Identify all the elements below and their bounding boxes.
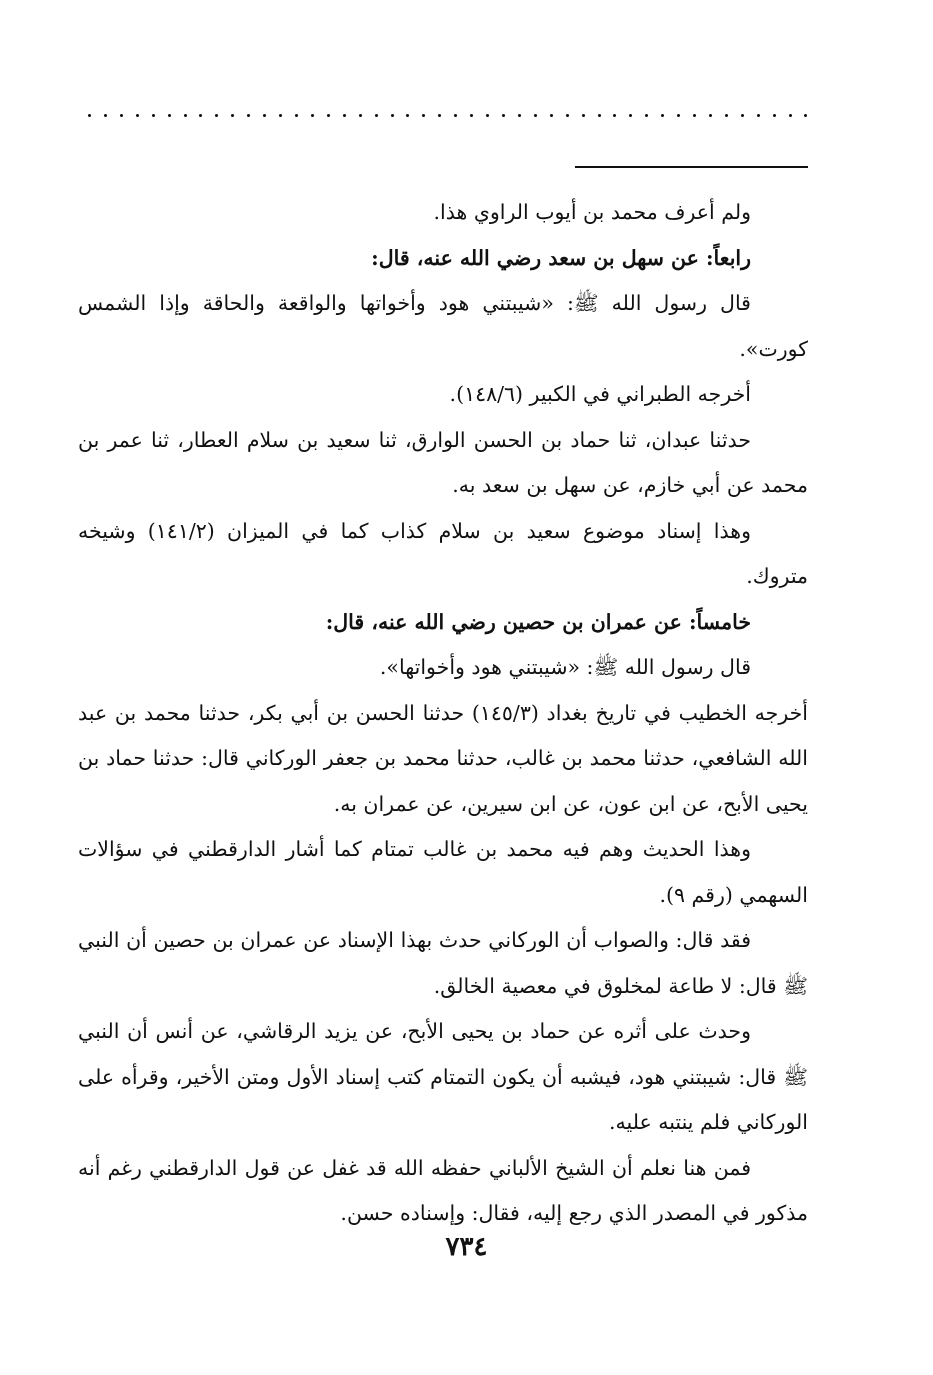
separator-dot bbox=[343, 114, 346, 117]
separator-dot bbox=[693, 114, 696, 117]
separator-dot bbox=[582, 114, 585, 117]
separator-dot bbox=[804, 114, 807, 117]
separator-dot bbox=[375, 114, 378, 117]
paragraph-9: أخرجه الخطيب في تاريخ بغداد (١٤٥/٣) حدثنا الحسن بن أبي بكر، حدثنا محمد بن عبد الله الشافعي، حدثنا محمد بن غالب، حدثنا محمد بن جعفر الوركاني قال: حدثنا حماد بن يحيى الأبح، عن ابن عون، عن ابن سيرين، عن عمران به. bbox=[78, 700, 808, 816]
heading-fourth-narration: رابعاً: عن سهل بن سعد رضي الله عنه، قال: bbox=[371, 245, 751, 270]
separator-dot bbox=[422, 114, 425, 117]
separator-dot bbox=[231, 114, 234, 117]
paragraph-3: قال رسول الله ﷺ: «شيبتني هود وأخواتها والواقعة والحاقة وإذا الشمس كورت». bbox=[78, 291, 808, 361]
paragraph-8: قال رسول الله ﷺ: «شيبتني هود وأخواتها». bbox=[379, 655, 751, 679]
page-number: ٧٣٤ bbox=[445, 1232, 488, 1262]
separator-dot bbox=[311, 114, 314, 117]
separator-dot bbox=[741, 114, 744, 117]
separator-dot bbox=[168, 114, 171, 117]
separator-dot bbox=[550, 114, 553, 117]
separator-dot bbox=[629, 114, 632, 117]
heading-fifth-narration: خامساً: عن عمران بن حصين رضي الله عنه، قال: bbox=[325, 609, 751, 634]
separator-dot bbox=[725, 114, 728, 117]
separator-dot bbox=[789, 114, 792, 117]
separator-dot bbox=[454, 114, 457, 117]
paragraph-12: وحدث على أثره عن حماد بن يحيى الأبح، عن يزيد الرقاشي، عن أنس أن النبي ﷺ قال: شيبتني هود، فيشبه أن يكون التمتام كتب إسناد الأول ومتن الأخير، وقرأه على الوركاني فلم ينتبه عليه. bbox=[78, 1019, 808, 1134]
separator-dot bbox=[661, 114, 664, 117]
separator-dot bbox=[295, 114, 298, 117]
separator-dot bbox=[184, 114, 187, 117]
separator-dot bbox=[279, 114, 282, 117]
separator-dot bbox=[406, 114, 409, 117]
separator-dot bbox=[359, 114, 362, 117]
separator-dot bbox=[613, 114, 616, 117]
separator-dot bbox=[470, 114, 473, 117]
separator-dot bbox=[645, 114, 648, 117]
separator-dot bbox=[199, 114, 202, 117]
separator-dot bbox=[502, 114, 505, 117]
separator-dot bbox=[534, 114, 537, 117]
separator-dot bbox=[518, 114, 521, 117]
paragraph-6: وهذا إسناد موضوع سعيد بن سلام كذاب كما في الميزان (١٤١/٢) وشيخه متروك. bbox=[78, 518, 808, 588]
separator-dot bbox=[757, 114, 760, 117]
separator-dot bbox=[391, 114, 394, 117]
paragraph-10: وهذا الحديث وهم فيه محمد بن غالب تمتام كما أشار الدارقطني في سؤالات السهمي (رقم ٩). bbox=[78, 837, 808, 907]
paragraph-1: ولم أعرف محمد بن أيوب الراوي هذا. bbox=[433, 200, 751, 224]
separator-dot bbox=[104, 114, 107, 117]
separator-dot bbox=[152, 114, 155, 117]
paragraph-11: فقد قال: والصواب أن الوركاني حدث بهذا الإسناد عن عمران بن حصين أن النبي ﷺ قال: لا طاعة لمخلوق في معصية الخالق. bbox=[78, 928, 808, 998]
separator-dot bbox=[709, 114, 712, 117]
separator-dot bbox=[136, 114, 139, 117]
body-text bbox=[78, 190, 808, 1237]
separator-dot bbox=[773, 114, 776, 117]
separator-dot bbox=[247, 114, 250, 117]
separator-dot bbox=[263, 114, 266, 117]
separator-dot bbox=[215, 114, 218, 117]
separator-dot bbox=[120, 114, 123, 117]
separator-dot bbox=[438, 114, 441, 117]
paragraph-4: أخرجه الطبراني في الكبير (١٤٨/٦). bbox=[449, 382, 751, 406]
dotted-separator bbox=[88, 114, 808, 117]
separator-dot bbox=[598, 114, 601, 117]
separator-dot bbox=[677, 114, 680, 117]
separator-dot bbox=[88, 114, 91, 117]
footnote-rule bbox=[575, 166, 808, 168]
paragraph-5: حدثنا عبدان، ثنا حماد بن الحسن الوارق، ثنا سعيد بن سلام العطار، ثنا عمر بن محمد عن أبي خازم، عن سهل بن سعد به. bbox=[78, 427, 808, 497]
paragraph-13: فمن هنا نعلم أن الشيخ الألباني حفظه الله قد غفل عن قول الدارقطني رغم أنه مذكور في المصدر الذي رجع إليه، فقال: وإسناده حسن. bbox=[78, 1155, 808, 1225]
separator-dot bbox=[566, 114, 569, 117]
separator-dot bbox=[327, 114, 330, 117]
separator-dot bbox=[486, 114, 489, 117]
